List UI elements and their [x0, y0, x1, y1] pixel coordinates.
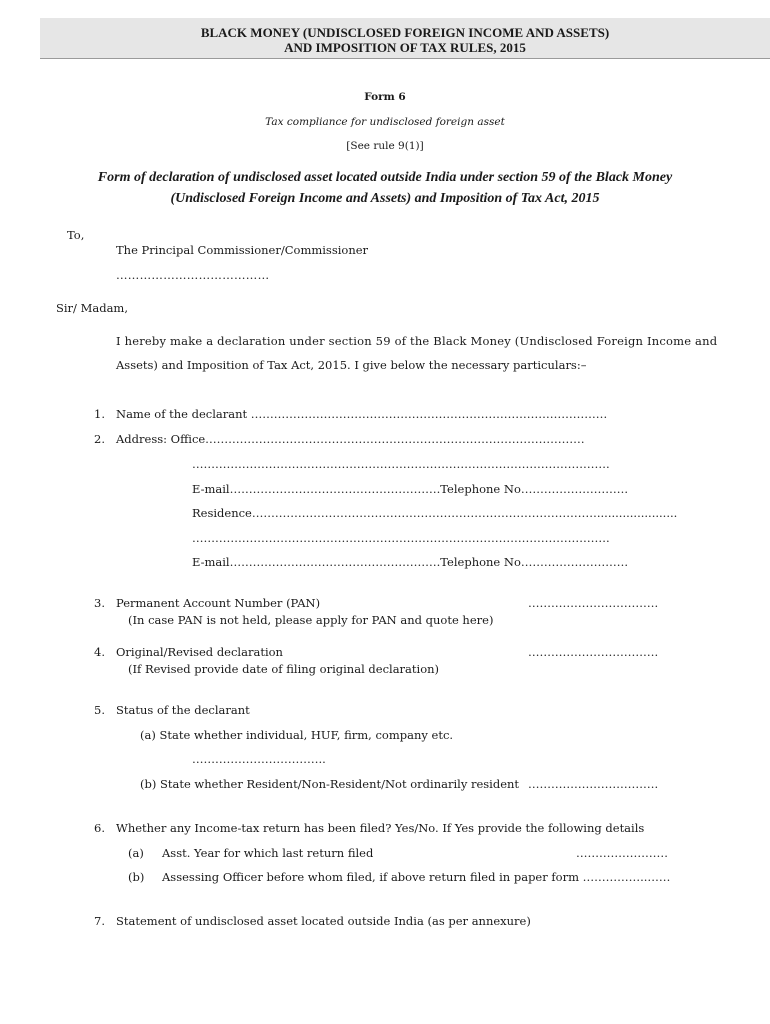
form-subtitle: Tax compliance for undisclosed foreign asset [265, 116, 505, 128]
item-2-number: 2. [94, 432, 105, 446]
declaration-line-1: I hereby make a declaration under section 59 of the Black Money (Undisclosed Foreign Income and [116, 334, 718, 348]
residency-status-field[interactable]: ……………………………. [528, 777, 659, 791]
to-label: To, [67, 228, 85, 242]
item-6b-label: (b) [128, 870, 145, 884]
form-title-line-2: (Undisclosed Foreign Income and Assets) and Imposition of Tax Act, 2015 [170, 191, 600, 206]
item-3-number: 3. [94, 596, 105, 610]
salutation: Sir/ Madam, [56, 301, 128, 315]
assessing-officer-field[interactable]: Assessing Officer before whom filed, if above return filed in paper form ……………..…… [162, 870, 671, 884]
header-line-2: AND IMPOSITION OF TAX RULES, 2015 [284, 40, 526, 55]
residence-address-field[interactable]: Residence………………………………………………………………………………...................... [192, 506, 678, 520]
rule-reference: [See rule 9(1)] [346, 140, 424, 152]
item-7-number: 7. [94, 914, 105, 928]
form-title-line-1: Form of declaration of undisclosed asset located outside India under section 59 of the Black Money [97, 170, 673, 185]
office-email-telephone[interactable]: E-mail……………………………………………….Telephone No………………………. [192, 482, 629, 496]
document-header [40, 18, 770, 59]
pan-field[interactable]: ……………………………. [528, 596, 659, 610]
declaration-type-note: (If Revised provide date of filing original declaration) [128, 662, 440, 676]
residence-address-continued[interactable]: ………………………………………………………………………………………………. [192, 531, 610, 545]
item-6-number: 6. [94, 821, 105, 835]
declaration-type-label: Original/Revised declaration [116, 645, 283, 659]
return-filed-question: Whether any Income-tax return has been filed? Yes/No. If Yes provide the following details [116, 821, 645, 835]
pan-note: (In case PAN is not held, please apply for PAN and quote here) [128, 613, 494, 627]
recipient: The Principal Commissioner/Commissioner [116, 243, 369, 257]
item-5-number: 5. [94, 703, 105, 717]
assessment-year-field[interactable]: …………………… [576, 846, 668, 860]
status-label: Status of the declarant [116, 703, 250, 717]
office-address-field[interactable]: Address: Office……………………………………………………………………………………… [116, 432, 585, 446]
status-entity-type-field[interactable]: …………………………….. [192, 752, 326, 766]
undisclosed-asset-statement: Statement of undisclosed asset located outside India (as per annexure) [116, 914, 531, 928]
recipient-blank[interactable]: ………………………………… [116, 268, 270, 282]
assessment-year-label: Asst. Year for which last return filed [162, 846, 374, 860]
item-1-number: 1. [94, 407, 105, 421]
form-number: Form 6 [364, 91, 406, 103]
residency-status-label: (b) State whether Resident/Non-Resident/Not ordinarily resident [140, 777, 520, 791]
item-4-number: 4. [94, 645, 105, 659]
declaration-type-field[interactable]: ……………………………. [528, 645, 659, 659]
status-entity-type-label: (a) State whether individual, HUF, firm, company etc. [140, 728, 454, 742]
item-6a-label: (a) [128, 846, 144, 860]
declaration-line-2: Assets) and Imposition of Tax Act, 2015. I give below the necessary particulars:– [116, 358, 587, 372]
residence-email-telephone[interactable]: E-mail……………………………………………….Telephone No………………………. [192, 555, 629, 569]
office-address-continued[interactable]: ………………………………………………………………………………………………. [192, 457, 610, 471]
header-line-1: BLACK MONEY (UNDISCLOSED FOREIGN INCOME AND ASSETS) [200, 25, 610, 40]
declarant-name-field[interactable]: Name of the declarant ………………………………………………………………………………… [116, 407, 608, 421]
pan-label: Permanent Account Number (PAN) [116, 596, 321, 610]
